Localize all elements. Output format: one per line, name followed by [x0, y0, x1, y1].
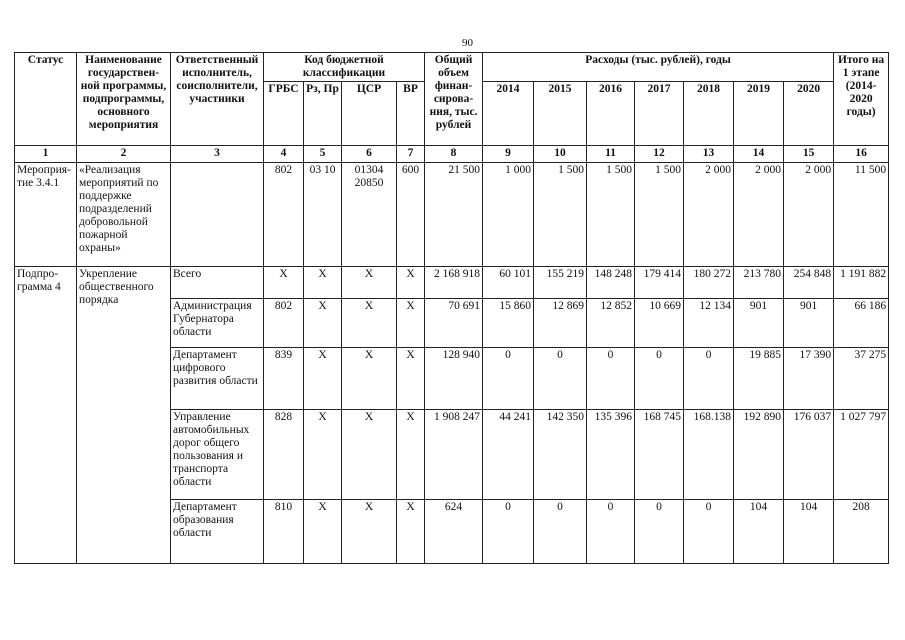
year-cell: 179 414 — [635, 267, 684, 299]
year-cell: 2 000 — [784, 163, 834, 267]
csr-cell: X — [342, 500, 397, 564]
year-cell: 19 885 — [734, 348, 784, 410]
year-cell: 10 669 — [635, 299, 684, 348]
year-cell: 192 890 — [734, 410, 784, 500]
responsible-cell: Всего — [171, 267, 264, 299]
year-cell: 0 — [635, 348, 684, 410]
csr-cell: X — [342, 410, 397, 500]
total-cell: 1 908 247 — [425, 410, 483, 500]
col-status-header: Статус — [15, 53, 77, 146]
year-cell: 1 000 — [483, 163, 534, 267]
column-number-row — [15, 146, 889, 163]
grbs-cell: X — [264, 267, 304, 299]
year-cell: 180 272 — [684, 267, 734, 299]
year-cell: 0 — [684, 500, 734, 564]
column-number: 11 — [587, 146, 635, 163]
year-cell: 0 — [635, 500, 684, 564]
col-year-header: 2014 — [483, 82, 534, 146]
year-cell: 176 037 — [784, 410, 834, 500]
year-cell: 104 — [734, 500, 784, 564]
rzpr-cell: X — [304, 410, 342, 500]
col-year-header: 2020 — [784, 82, 834, 146]
stage-total-cell: 208 — [834, 500, 889, 564]
col-rzpr-header: Рз, Пр — [304, 82, 342, 146]
col-year-header: 2015 — [534, 82, 587, 146]
total-cell: 70 691 — [425, 299, 483, 348]
grbs-cell: 839 — [264, 348, 304, 410]
column-number: 14 — [734, 146, 784, 163]
col-responsible-header: Ответственный исполнитель, соисполнители, участники — [171, 53, 264, 146]
rzpr-cell: X — [304, 267, 342, 299]
column-number: 13 — [684, 146, 734, 163]
table-row-subprogram-total — [15, 267, 889, 299]
column-number: 6 — [342, 146, 397, 163]
vr-cell: X — [397, 299, 425, 348]
year-cell: 0 — [587, 500, 635, 564]
year-cell: 1 500 — [587, 163, 635, 267]
year-cell: 0 — [534, 348, 587, 410]
grbs-cell: 810 — [264, 500, 304, 564]
year-cell: 1 500 — [534, 163, 587, 267]
year-cell: 17 390 — [784, 348, 834, 410]
csr-cell: X — [342, 267, 397, 299]
vr-cell: X — [397, 348, 425, 410]
col-csr-header: ЦСР — [342, 82, 397, 146]
col-grbs-header: ГРБС — [264, 82, 304, 146]
csr-cell: 01304 20850 — [342, 163, 397, 267]
page-number: 90 — [462, 37, 473, 49]
year-cell: 12 134 — [684, 299, 734, 348]
year-cell: 0 — [483, 348, 534, 410]
column-number: 7 — [397, 146, 425, 163]
grbs-cell: 828 — [264, 410, 304, 500]
total-cell: 128 940 — [425, 348, 483, 410]
name-cell: «Реализация мероприятий по поддержке подразделений добровольной пожарной охраны» — [77, 163, 171, 267]
stage-total-cell: 37 275 — [834, 348, 889, 410]
year-cell: 168.138 — [684, 410, 734, 500]
column-number: 15 — [784, 146, 834, 163]
col-year-header: 2018 — [684, 82, 734, 146]
year-cell: 901 — [784, 299, 834, 348]
stage-total-cell: 1 027 797 — [834, 410, 889, 500]
col-vr-header: ВР — [397, 82, 425, 146]
column-number: 3 — [171, 146, 264, 163]
year-cell: 60 101 — [483, 267, 534, 299]
column-number: 16 — [834, 146, 889, 163]
year-cell: 148 248 — [587, 267, 635, 299]
col-budget-code-header: Код бюджетной классификации — [264, 53, 425, 82]
year-cell: 0 — [534, 500, 587, 564]
year-cell: 2 000 — [684, 163, 734, 267]
vr-cell: X — [397, 267, 425, 299]
column-number: 2 — [77, 146, 171, 163]
vr-cell: 600 — [397, 163, 425, 267]
column-number: 1 — [15, 146, 77, 163]
header-row-1 — [15, 53, 889, 82]
column-number: 4 — [264, 146, 304, 163]
total-cell: 21 500 — [425, 163, 483, 267]
col-year-header: 2017 — [635, 82, 684, 146]
year-cell: 135 396 — [587, 410, 635, 500]
year-cell: 0 — [684, 348, 734, 410]
table-row-event-3-4-1 — [15, 163, 889, 267]
csr-cell: X — [342, 299, 397, 348]
responsible-cell — [171, 163, 264, 267]
column-number: 10 — [534, 146, 587, 163]
col-name-header: Наименование государствен-ной программы, подпрограммы, основного мероприятия — [77, 53, 171, 146]
year-cell: 901 — [734, 299, 784, 348]
total-cell: 2 168 918 — [425, 267, 483, 299]
col-year-header: 2016 — [587, 82, 635, 146]
stage-total-cell: 66 186 — [834, 299, 889, 348]
grbs-cell: 802 — [264, 163, 304, 267]
vr-cell: X — [397, 500, 425, 564]
year-cell: 213 780 — [734, 267, 784, 299]
year-cell: 1 500 — [635, 163, 684, 267]
year-cell: 254 848 — [784, 267, 834, 299]
col-total-volume-header: Общий объем финан-сирова-ния, тыс. рублей — [425, 53, 483, 146]
total-cell: 624 — [425, 500, 483, 564]
year-cell: 44 241 — [483, 410, 534, 500]
year-cell: 2 000 — [734, 163, 784, 267]
stage-total-cell: 11 500 — [834, 163, 889, 267]
year-cell: 168 745 — [635, 410, 684, 500]
responsible-cell: Администрация Губернатора области — [171, 299, 264, 348]
year-cell: 12 869 — [534, 299, 587, 348]
col-expenses-header: Расходы (тыс. рублей), годы — [483, 53, 834, 82]
status-cell: Мероприя-тие 3.4.1 — [15, 163, 77, 267]
rzpr-cell: 03 10 — [304, 163, 342, 267]
csr-cell: X — [342, 348, 397, 410]
responsible-cell: Управление автомобильных дорог общего пользования и транспорта области — [171, 410, 264, 500]
rzpr-cell: X — [304, 500, 342, 564]
rzpr-cell: X — [304, 348, 342, 410]
grbs-cell: 802 — [264, 299, 304, 348]
budget-table — [14, 52, 889, 564]
year-cell: 155 219 — [534, 267, 587, 299]
year-cell: 104 — [784, 500, 834, 564]
status-cell: Подпро-грамма 4 — [15, 267, 77, 564]
year-cell: 15 860 — [483, 299, 534, 348]
year-cell: 0 — [483, 500, 534, 564]
vr-cell: X — [397, 410, 425, 500]
column-number: 5 — [304, 146, 342, 163]
responsible-cell: Департамент цифрового развития области — [171, 348, 264, 410]
rzpr-cell: X — [304, 299, 342, 348]
column-number: 8 — [425, 146, 483, 163]
name-cell: Укрепление общественного порядка — [77, 267, 171, 564]
column-number: 9 — [483, 146, 534, 163]
year-cell: 142 350 — [534, 410, 587, 500]
col-year-header: 2019 — [734, 82, 784, 146]
year-cell: 12 852 — [587, 299, 635, 348]
responsible-cell: Департамент образования области — [171, 500, 264, 564]
year-cell: 0 — [587, 348, 635, 410]
col-stage-total-header: Итого на 1 этапе (2014-2020 годы) — [834, 53, 889, 146]
column-number: 12 — [635, 146, 684, 163]
stage-total-cell: 1 191 882 — [834, 267, 889, 299]
